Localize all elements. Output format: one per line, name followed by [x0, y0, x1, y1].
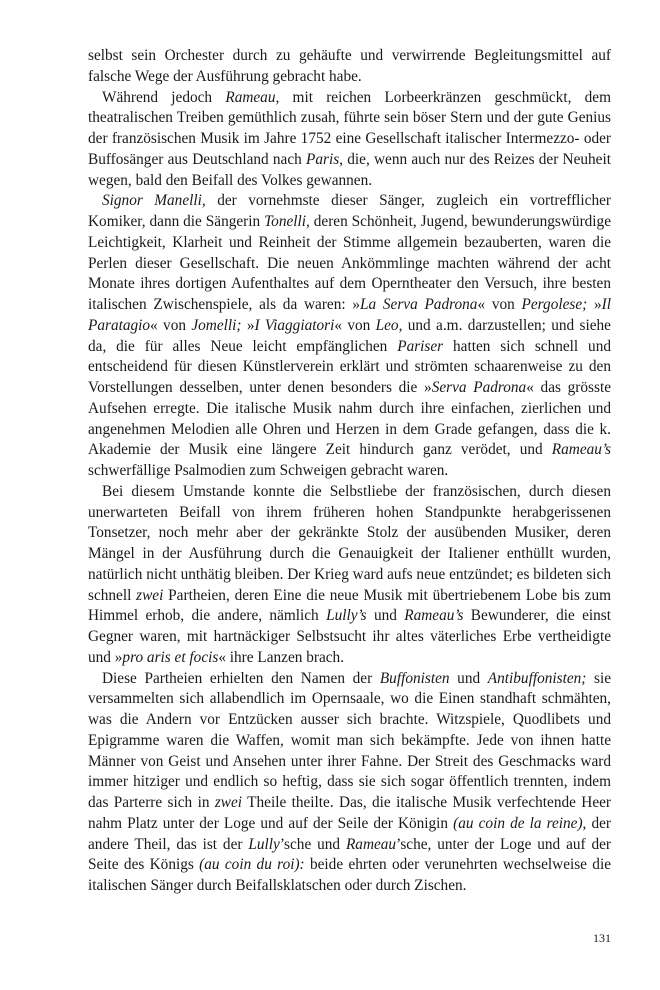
italic-run: Tonelli,: [264, 213, 310, 230]
italic-run: Jomelli;: [191, 316, 242, 334]
italic-run: zwei: [136, 586, 164, 604]
italic-run: Pergolese;: [521, 296, 588, 313]
italic-run: La Serva Padrona: [360, 296, 478, 313]
italic-run: Lully: [248, 835, 280, 853]
paragraph: Bei diesem Umstande konnte die Selbstliebe der französischen, durch diesen unerwarteten Beifall von ihrem früheren hohen Standpunkte herabgerissenen Tonsetzer, noch mehr aber der gekränkte Stolz der ausübenden Musiker, deren Mängel in der Ausführung durch die Genauigkeit der Italiener enthüllt wurden, natürlich nicht unthätig bleiben. Der Krieg ward aufs neue entzündet; es bildeten sich schnell zwei Partheien, deren Eine die neue Musik mit übertriebenem Lobe bis zum Himmel erhob, die andere, nämlich Lully’s und Rameau’s Bewunderer, die einst Gegner waren, mit hartnäckiger Selbstsucht ihr altes väterliches Erbe vertheidigte und »pro aris et focis« ihre Lanzen brach.: [88, 482, 612, 666]
italic-run: Rameau: [345, 835, 397, 853]
italic-run: pro aris et focis: [122, 648, 219, 666]
italic-run: Signor Manelli,: [102, 192, 206, 210]
italic-run: I Viaggiatori: [254, 316, 335, 334]
italic-run: Pariser: [397, 337, 444, 355]
italic-run: Antibuffonisten;: [487, 669, 587, 687]
italic-run: Lully’s: [326, 607, 367, 625]
paragraph: Signor Manelli, der vornehmste dieser Sänger, zugleich ein vortrefflicher Komiker, dann die Sängerin Tonelli, deren Schönheit, Jugend, bewunderungswürdige Leichtigkeit, Klarheit und Reinheit der Stimme allgemein bezauberten, waren die Perlen dieser Gesellschaft. Die neuen Ankömmlinge machten während der acht Monate ihres dortigen Aufenthaltes auf dem Operntheater den Versuch, ihre besten italischen Zwischenspiele, als da waren: »La Serva Padrona« von Pergolese; »Il Paratagio« von Jomelli; »I Viaggiatori« von Leo, und a.m. darzustellen; und siehe da, die für alles Neue leicht empfänglichen Pariser hatten sich schnell und entscheidend für diesen Künstlerverein erklärt und strömten schaarenweise zu den Vorstellungen desselben, unter denen besonders die »Serva Padrona« das grösste Aufsehen erregte. Die italische Musik nahm durch ihre einfachen, zierlichen und angenehmen Melodien alle Ohren und Herzen in dem Grade gefangen, dass die k. Akademie der Musik eine längere Zeit hindurch ganz verödet, und Rameau’s schwerfällige Psalmodien zum Schweigen gebracht waren.: [88, 192, 612, 479]
italic-run: Serva Padrona: [431, 379, 527, 396]
italic-run: zwei: [214, 794, 243, 811]
page-number: 131: [593, 931, 611, 945]
italic-run: Buffonisten: [379, 669, 450, 687]
italic-run: Rameau,: [225, 88, 280, 106]
italic-run: Paris,: [306, 150, 344, 168]
italic-run: (au coin du roi):: [199, 856, 305, 874]
italic-run: Rameau’s: [551, 441, 611, 459]
italic-run: Il Paratagio: [88, 296, 611, 334]
paragraph: Während jedoch Rameau, mit reichen Lorbeerkränzen geschmückt, dem theatralischen Treiben gemüthlich zusah, führte sein böser Stern und der gute Genius der französischen Musik im Jahre 1752 eine Gesellschaft italischer Intermezzo- oder Buffosänger aus Deutschland nach Paris, die, wenn auch nur des Reizes der Neuheit wegen, bald den Beifall des Volkes gewannen.: [88, 88, 611, 189]
paragraph: Diese Partheien erhielten den Namen der Buffonisten und Antibuffonisten; sie versammelten sich allabendlich im Opernsaale, wo die Einen standhaft schmähten, was die Andern vor Entzücken ausser sich brachte. Witzspiele, Quodlibets und Epigramme waren die Waffen, womit man sich bekämpfte. Jede von ihnen hatte Männer von Geist und Ansehen unter ihrer Fahne. Der Streit des Geschmacks ward immer hitziger und endlich so heftig, dass sie sich sogar öffentlich trennten, indem das Parterre sich in zwei Theile theilte. Das, die italische Musik verfechtende Heer nahm Platz unter der Loge und auf der Seile der Königin (au coin de la reine), der andere Theil, das ist der Lully’sche und Rameau’sche, unter der Loge und auf der Seite des Königs (au coin du roi): beide ehrten oder verunehrten wechselweise die italischen Sänger durch Beifallsklatschen oder durch Zischen.: [88, 669, 612, 894]
paragraph: selbst sein Orchester durch zu gehäufte und verwirrende Begleitungsmittel auf falsche Wege der Ausführung gebracht habe.: [88, 47, 611, 85]
italic-run: (au coin de la reine),: [453, 814, 587, 832]
italic-run: Rameau’s: [404, 607, 464, 625]
italic-run: Leo,: [375, 316, 403, 334]
page-body: [88, 46, 611, 897]
